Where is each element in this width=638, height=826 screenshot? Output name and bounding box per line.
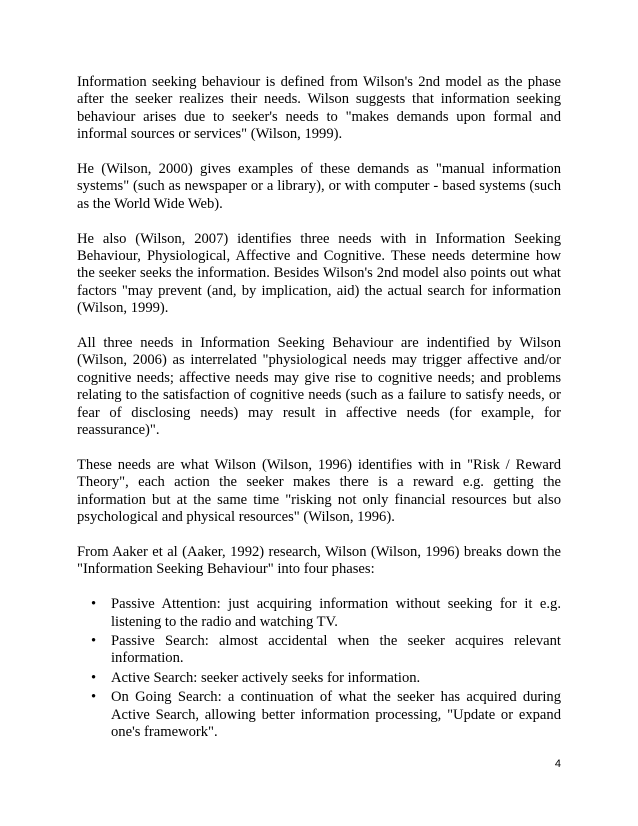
bullet-icon: • — [91, 669, 97, 686]
paragraph-three-needs: He also (Wilson, 2007) identifies three needs with in Information Seeking Behaviour, Physiological, Affective and Cognitive. These needs determine how the seeker seeks the information. Besides Wilson's 2nd model also points out what factors "may prevent (and, by implication, aid) the actual search for information (Wilson, 1999). — [77, 230, 561, 317]
list-item-text: Passive Search: almost accidental when the seeker acquires relevant information. — [111, 632, 561, 667]
list-item-text: Active Search: seeker actively seeks for information. — [111, 669, 421, 686]
list-item — [91, 596, 561, 631]
list-item-text: Passive Attention: just acquiring information without seeking for it e.g. listening to the radio and watching TV. — [111, 596, 561, 630]
bullet-icon: • — [91, 596, 97, 613]
bullet-icon: • — [91, 689, 97, 706]
paragraph-interrelated-needs: All three needs in Information Seeking Behaviour are indentified by Wilson (Wilson, 2006) as interrelated "physiological needs may trigger affective and/or cognitive needs; affective needs may give rise to cognitive needs; and problems relating to the satisfaction of cognitive needs (such as a failure to satisfy needs, or fear of disclosing needs) may result in affective needs (for example, for reassurance)". — [77, 335, 561, 439]
phases-list — [77, 596, 561, 741]
bullet-icon: • — [91, 632, 97, 649]
list-item-text: On Going Search: a continuation of what the seeker has acquired during Active Search, allowing better information processing, "Update or expand one's framework". — [111, 689, 561, 740]
list-item — [91, 689, 561, 741]
list-item — [91, 669, 561, 687]
paragraph-four-phases-intro: From Aaker et al (Aaker, 1992) research, Wilson (Wilson, 1996) breaks down the "Information Seeking Behaviour" into four phases: — [77, 543, 561, 578]
paragraph-demand-examples: He (Wilson, 2000) gives examples of these demands as "manual information systems" (such as newspaper or a library), or with computer - based systems (such as the World Wide Web). — [77, 161, 561, 212]
page-number: 4 — [554, 758, 561, 770]
list-item — [91, 632, 561, 668]
page-body — [77, 74, 561, 743]
paragraph-definition: Information seeking behaviour is defined from Wilson's 2nd model as the phase after the seeker realizes their needs. Wilson suggests that information seeking behaviour arises due to seeker's needs to "makes demands upon formal and informal sources or services" (Wilson, 1999). — [77, 74, 561, 143]
paragraph-risk-reward: These needs are what Wilson (Wilson, 1996) identifies with in "Risk / Reward Theory", each action the seeker makes there is a reward e.g. getting the information but at the same time "risking not only financial resources but also psychological and physical resources" (Wilson, 1996). — [77, 456, 561, 526]
